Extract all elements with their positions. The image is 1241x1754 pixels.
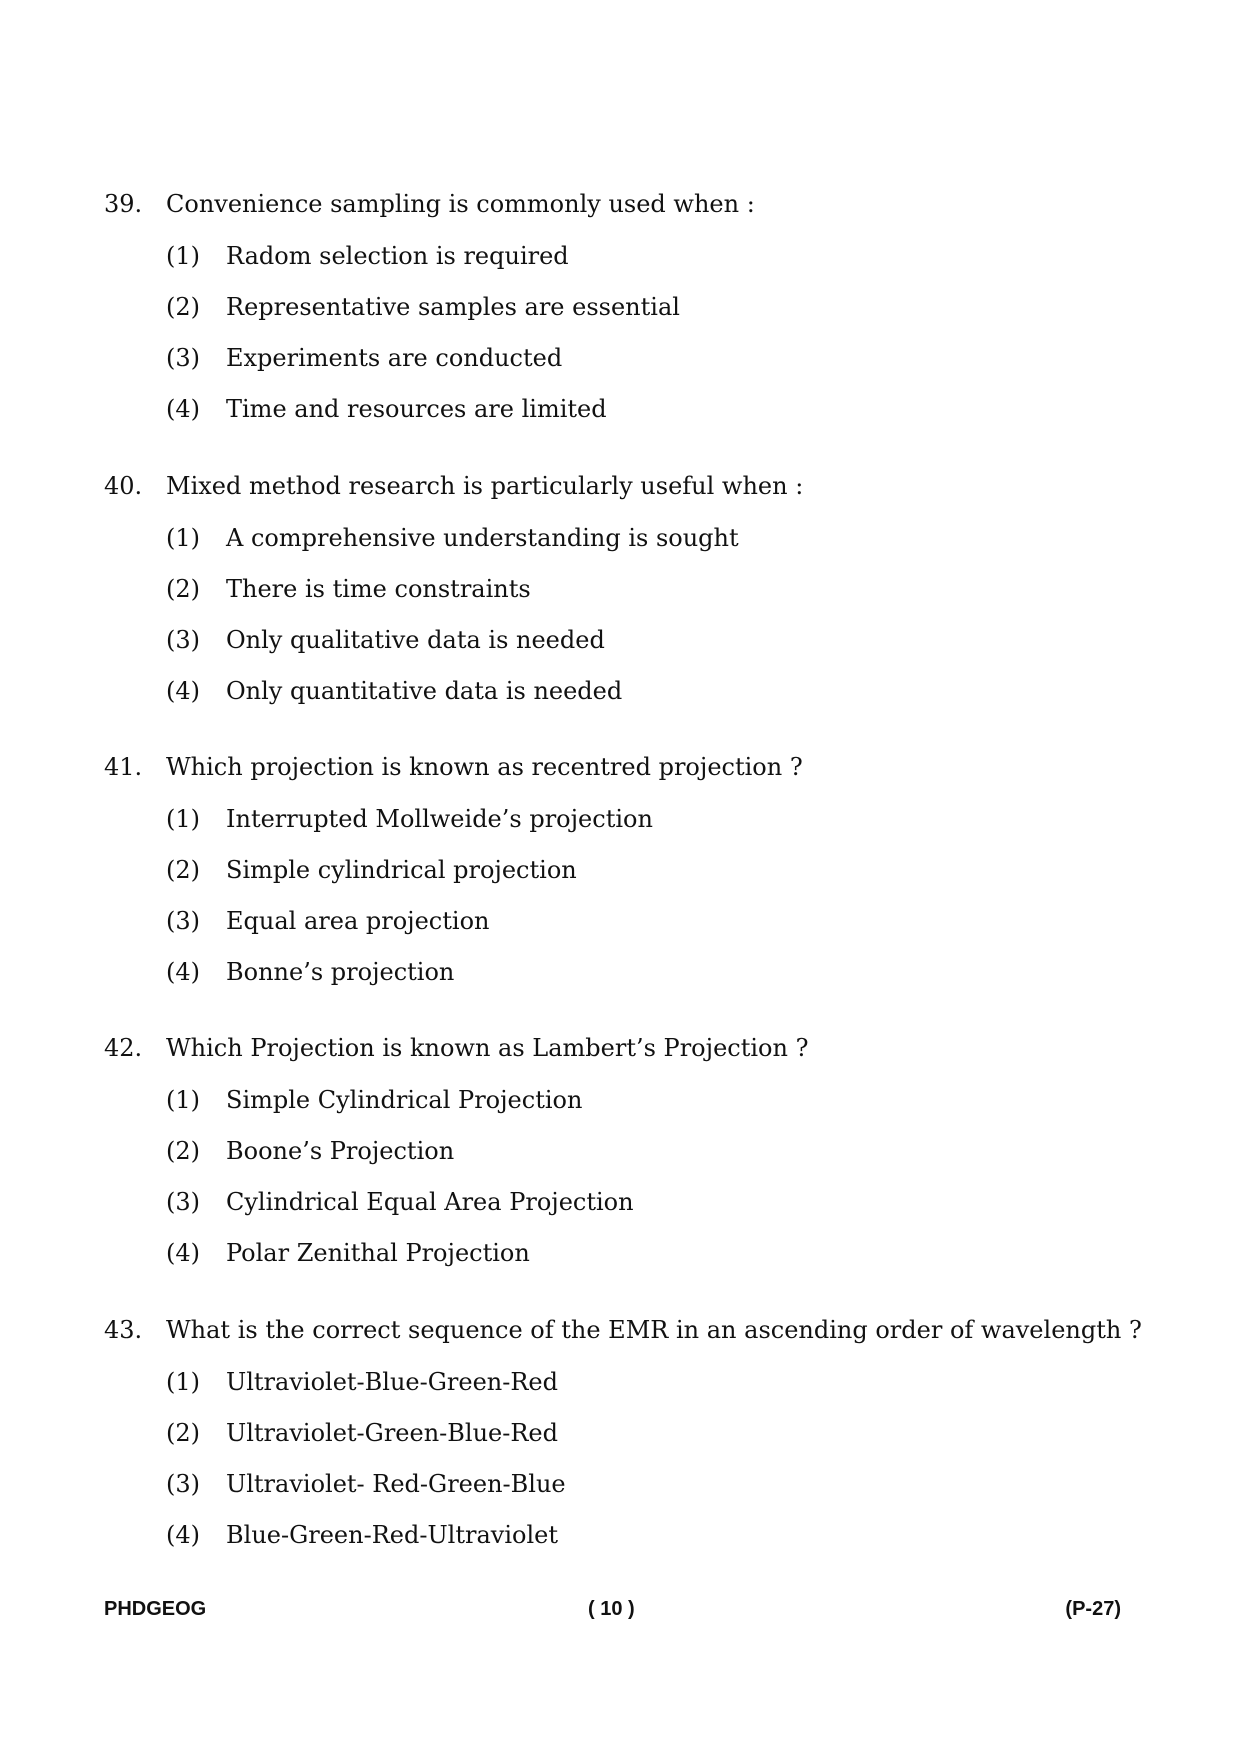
- question-number: 39.: [104, 190, 143, 218]
- option-label: (2): [166, 1137, 200, 1165]
- question-39: [104, 188, 1144, 444]
- option-label: (1): [166, 1086, 200, 1114]
- question-text: What is the correct sequence of the EMR in an ascending order of wavelength ?: [166, 1316, 1142, 1344]
- option-text: Ultraviolet- Red-Green-Blue: [226, 1470, 566, 1498]
- option-label: (2): [166, 1419, 200, 1447]
- option-label: (3): [166, 1188, 200, 1216]
- option-text: Ultraviolet-Blue-Green-Red: [226, 1368, 558, 1396]
- option-text: Simple Cylindrical Projection: [226, 1086, 583, 1114]
- question-number: 43.: [104, 1316, 143, 1344]
- option-label: (3): [166, 1470, 200, 1498]
- option-text: Time and resources are limited: [226, 395, 607, 423]
- option-1: [166, 803, 1144, 835]
- option-4: [166, 956, 1144, 988]
- question-stem: [104, 1314, 1144, 1346]
- question-number: 40.: [104, 472, 143, 500]
- option-text: Representative samples are essential: [226, 293, 680, 321]
- option-list: [166, 522, 1144, 707]
- option-text: Equal area projection: [226, 907, 490, 935]
- option-3: [166, 905, 1144, 937]
- page-number: ( 10 ): [588, 1598, 635, 1620]
- option-text: There is time constraints: [226, 575, 531, 603]
- option-text: Simple cylindrical projection: [226, 856, 577, 884]
- option-label: (3): [166, 626, 200, 654]
- option-1: [166, 240, 1144, 272]
- option-list: [166, 1084, 1144, 1269]
- option-list: [166, 240, 1144, 425]
- option-label: (1): [166, 524, 200, 552]
- option-text: A comprehensive understanding is sought: [226, 524, 739, 552]
- option-text: Experiments are conducted: [226, 344, 563, 372]
- option-2: [166, 854, 1144, 886]
- option-list: [166, 803, 1144, 988]
- option-3: [166, 624, 1144, 656]
- option-label: (3): [166, 907, 200, 935]
- option-3: [166, 1468, 1144, 1500]
- option-1: [166, 1084, 1144, 1116]
- option-2: [166, 573, 1144, 605]
- option-2: [166, 291, 1144, 323]
- question-text: Which Projection is known as Lambert’s Projection ?: [166, 1034, 809, 1062]
- question-42: [104, 1032, 1144, 1288]
- option-text: Bonne’s projection: [226, 958, 455, 986]
- question-stem: [104, 1032, 1144, 1064]
- option-label: (4): [166, 677, 200, 705]
- question-text: Mixed method research is particularly useful when :: [166, 472, 804, 500]
- option-text: Polar Zenithal Projection: [226, 1239, 530, 1267]
- question-number: 41.: [104, 753, 143, 781]
- option-label: (4): [166, 958, 200, 986]
- option-text: Only quantitative data is needed: [226, 677, 623, 705]
- question-40: [104, 470, 1144, 726]
- question-stem: [104, 470, 1144, 502]
- option-text: Interrupted Mollweide’s projection: [226, 805, 653, 833]
- question-text: Which projection is known as recentred projection ?: [166, 753, 803, 781]
- question-43: [104, 1314, 1144, 1570]
- option-label: (1): [166, 242, 200, 270]
- option-label: (2): [166, 575, 200, 603]
- option-2: [166, 1135, 1144, 1167]
- option-text: Radom selection is required: [226, 242, 569, 270]
- option-3: [166, 342, 1144, 374]
- option-label: (4): [166, 1521, 200, 1549]
- option-label: (1): [166, 805, 200, 833]
- option-label: (3): [166, 344, 200, 372]
- option-3: [166, 1186, 1144, 1218]
- option-text: Blue-Green-Red-Ultraviolet: [226, 1521, 558, 1549]
- question-stem: [104, 751, 1144, 783]
- question-text: Convenience sampling is commonly used when :: [166, 190, 755, 218]
- option-label: (1): [166, 1368, 200, 1396]
- option-label: (4): [166, 395, 200, 423]
- option-label: (2): [166, 293, 200, 321]
- paper-series: (P-27): [1065, 1598, 1121, 1620]
- option-list: [166, 1366, 1144, 1551]
- option-text: Cylindrical Equal Area Projection: [226, 1188, 634, 1216]
- question-41: [104, 751, 1144, 1007]
- option-label: (4): [166, 1239, 200, 1267]
- question-stem: [104, 188, 1144, 220]
- paper-code: PHDGEOG: [104, 1598, 207, 1620]
- option-text: Ultraviolet-Green-Blue-Red: [226, 1419, 558, 1447]
- option-2: [166, 1417, 1144, 1449]
- option-label: (2): [166, 856, 200, 884]
- option-4: [166, 1519, 1144, 1551]
- option-4: [166, 393, 1144, 425]
- option-4: [166, 1237, 1144, 1269]
- option-4: [166, 675, 1144, 707]
- option-text: Boone’s Projection: [226, 1137, 455, 1165]
- option-text: Only qualitative data is needed: [226, 626, 605, 654]
- option-1: [166, 1366, 1144, 1398]
- option-1: [166, 522, 1144, 554]
- question-number: 42.: [104, 1034, 143, 1062]
